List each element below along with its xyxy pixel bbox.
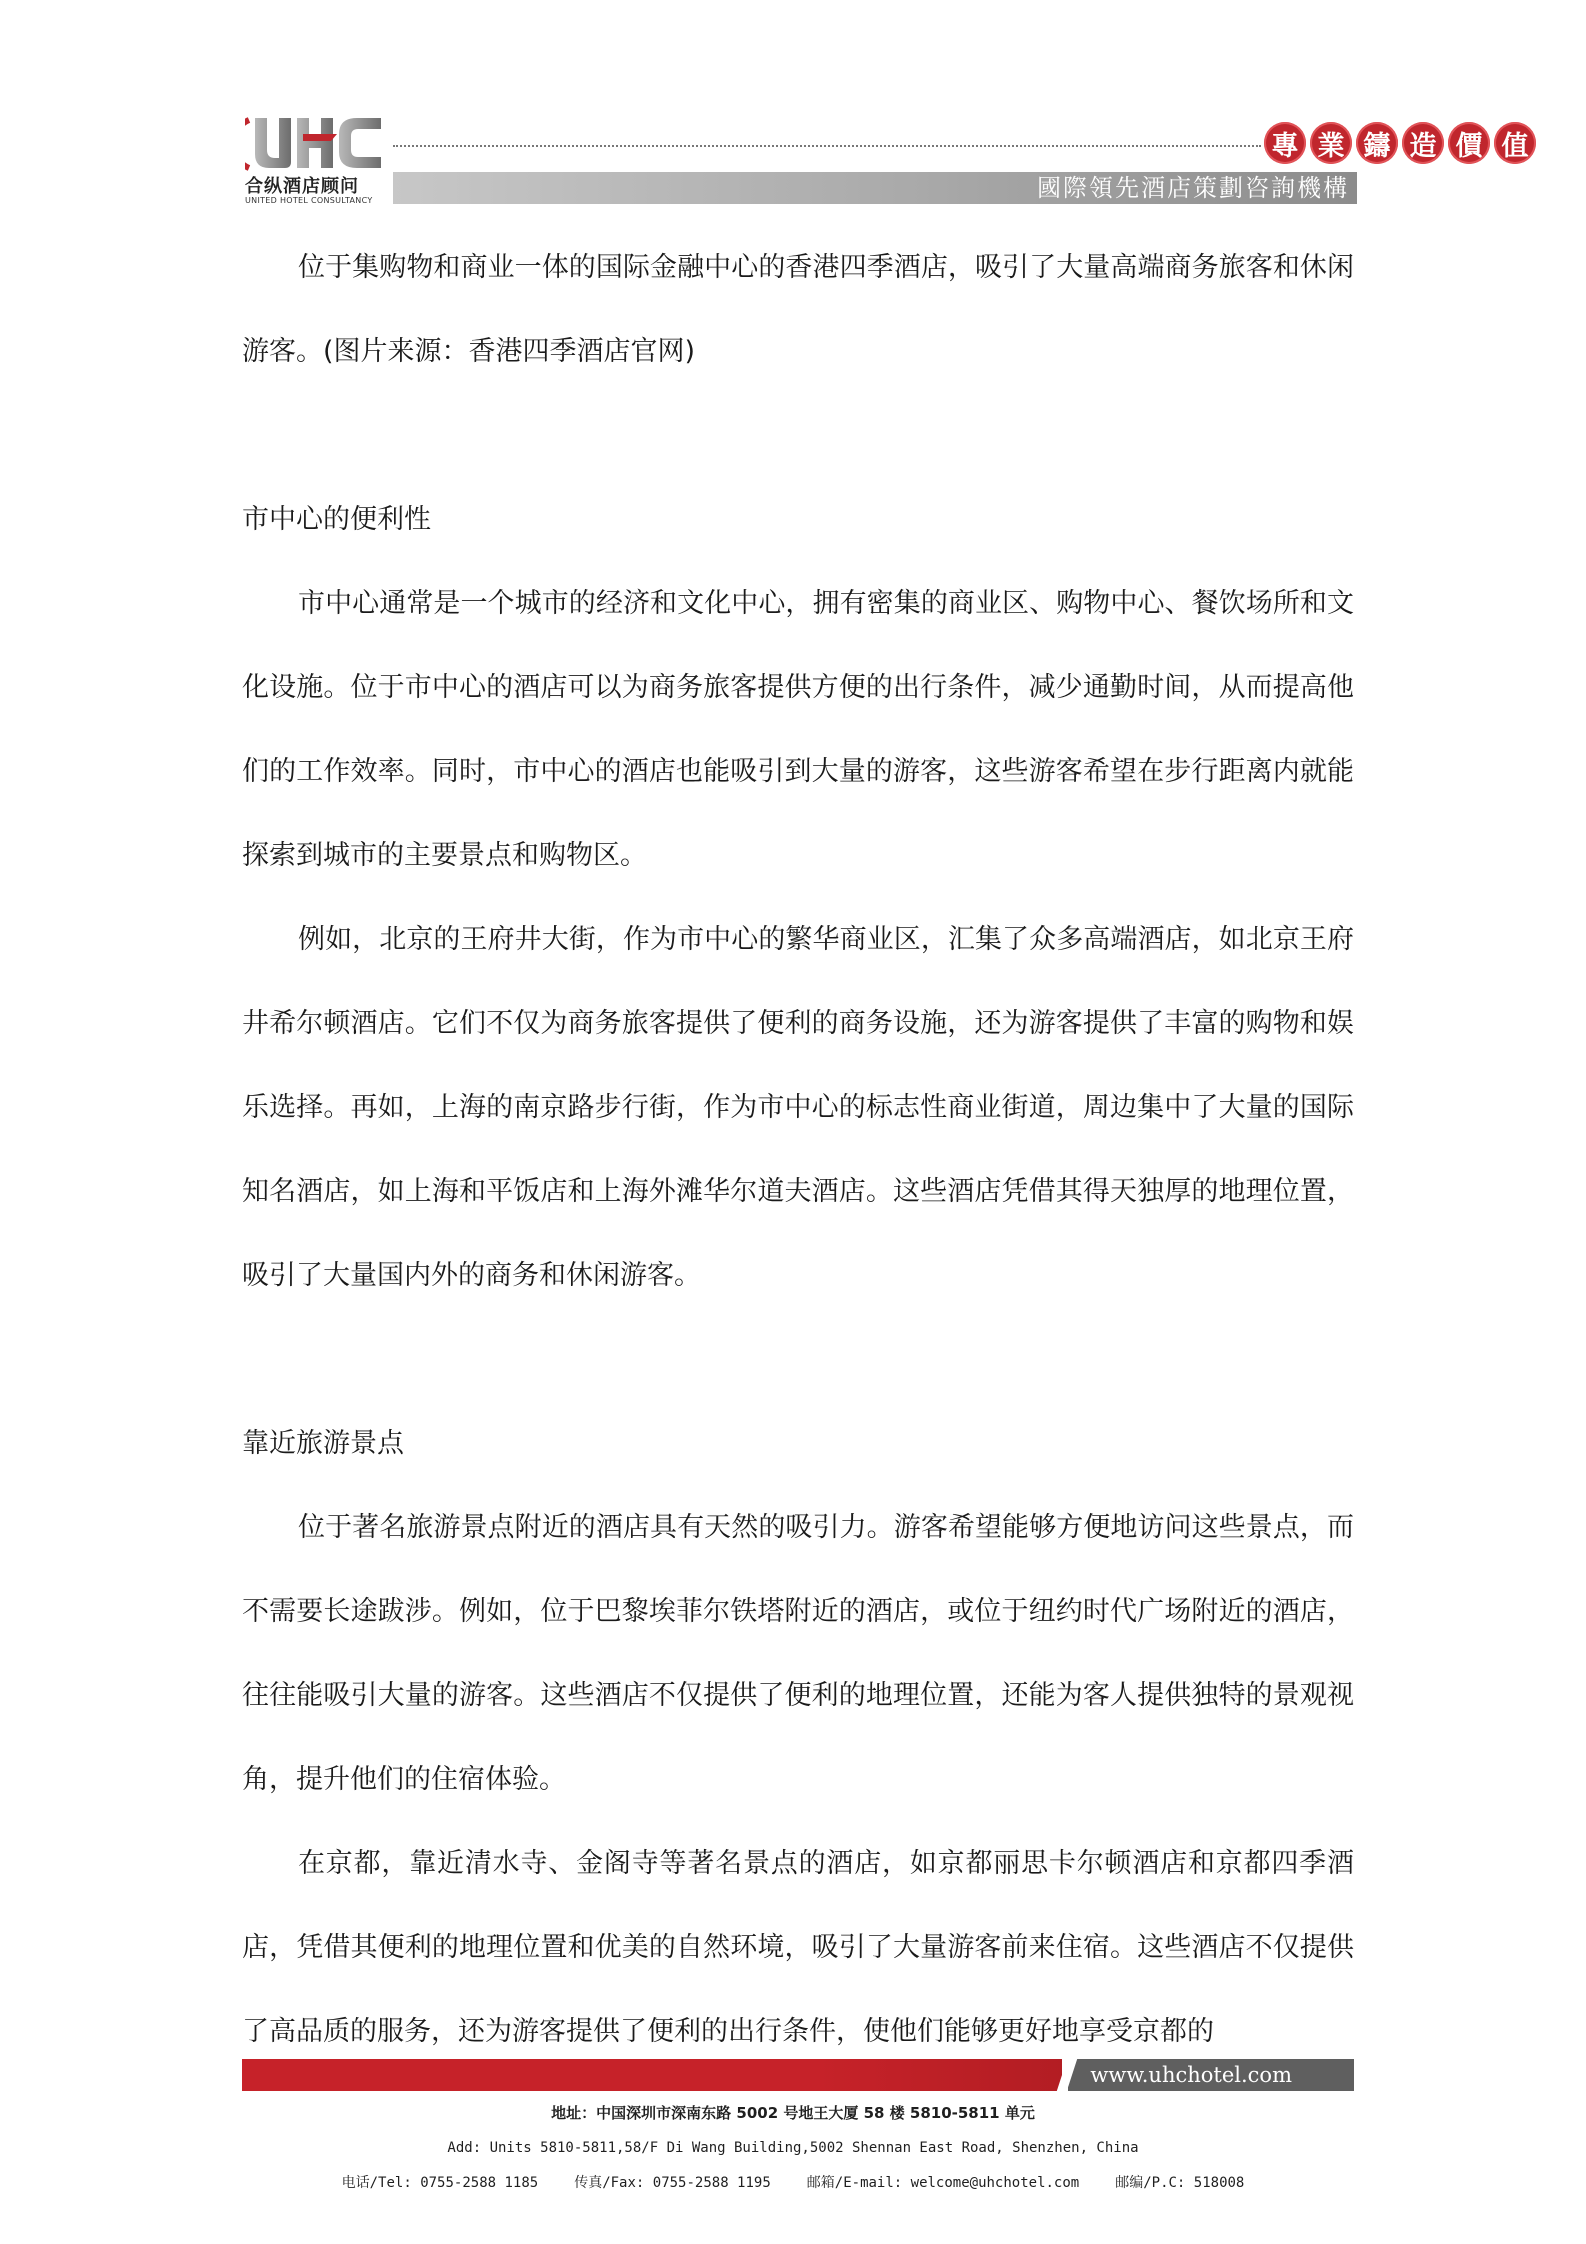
page-header bbox=[245, 112, 1529, 208]
footer-tel: 电话/Tel: 0755-2588 1185 bbox=[341, 2175, 539, 2191]
footer-contact-row bbox=[0, 2166, 1586, 2201]
spacer bbox=[242, 1318, 1354, 1402]
header-bar bbox=[393, 172, 1357, 204]
section-heading: 市中心的便利性 bbox=[242, 504, 431, 535]
footer-address-cn: 地址：中国深圳市深南东路 5002 号地王大厦 58 楼 5810-5811 单元 bbox=[551, 2104, 1035, 2122]
motto-char: 專 bbox=[1264, 122, 1306, 164]
paragraph: 在京都，靠近清水寺、金阁寺等著名景点的酒店，如京都丽思卡尔顿酒店和京都四季酒店，凭借其便利的地理位置和优美的自然环境，吸引了大量游客前来住宿。这些酒店不仅提供了高品质的服务，还为游客提供了便利的出行条件，使他们能够更好地享受京都的 bbox=[242, 1848, 1354, 2047]
footer-website-link[interactable]: www.uhchotel.com bbox=[1090, 2063, 1292, 2087]
uhc-logo bbox=[245, 112, 385, 208]
footer-address-en: Add: Units 5810-5811,58/F Di Wang Building,5002 Shennan East Road, Shenzhen, China bbox=[447, 2140, 1139, 2156]
uhc-logo-mark bbox=[245, 112, 385, 172]
header-tagline: 國際領先酒店策劃咨詢機構 bbox=[1037, 174, 1349, 202]
logo-chinese-name: 合纵酒店顾问 bbox=[245, 176, 359, 197]
header-motto bbox=[1264, 122, 1536, 168]
footer-red-band bbox=[242, 2059, 1062, 2091]
image-caption: 位于集购物和商业一体的国际金融中心的香港四季酒店，吸引了大量高端商务旅客和休闲游客。(图片来源：香港四季酒店官网) bbox=[242, 252, 1354, 367]
header-dotted-rule bbox=[393, 145, 1261, 147]
paragraph: 例如，北京的王府井大街，作为市中心的繁华商业区，汇集了众多高端酒店，如北京王府井希尔顿酒店。它们不仅为商务旅客提供了便利的商务设施，还为游客提供了丰富的购物和娱乐选择。再如，上海的南京路步行街，作为市中心的标志性商业街道，周边集中了大量的国际知名酒店，如上海和平饭店和上海外滩华尔道夫酒店。这些酒店凭借其得天独厚的地理位置，吸引了大量国内外的商务和休闲游客。 bbox=[242, 924, 1354, 1291]
motto-char: 值 bbox=[1494, 122, 1536, 164]
motto-char: 業 bbox=[1310, 122, 1352, 164]
section-heading: 靠近旅游景点 bbox=[242, 1428, 404, 1459]
logo-english-name: UNITED HOTEL CONSULTANCY bbox=[245, 196, 373, 205]
document-body bbox=[242, 226, 1354, 2074]
footer-bar bbox=[242, 2059, 1354, 2091]
spacer bbox=[242, 394, 1354, 478]
footer-fax: 传真/Fax: 0755-2588 1195 bbox=[574, 2175, 771, 2191]
paragraph: 位于著名旅游景点附近的酒店具有天然的吸引力。游客希望能够方便地访问这些景点，而不需要长途跋涉。例如，位于巴黎埃菲尔铁塔附近的酒店，或位于纽约时代广场附近的酒店，往往能吸引大量的游客。这些酒店不仅提供了便利的地理位置，还能为客人提供独特的景观视角，提升他们的住宿体验。 bbox=[242, 1512, 1354, 1795]
motto-char: 造 bbox=[1402, 122, 1444, 164]
motto-char: 鑄 bbox=[1356, 122, 1398, 164]
footer-postcode: 邮编/P.C: 518008 bbox=[1115, 2175, 1245, 2191]
paragraph: 市中心通常是一个城市的经济和文化中心，拥有密集的商业区、购物中心、餐饮场所和文化设施。位于市中心的酒店可以为商务旅客提供方便的出行条件，减少通勤时间，从而提高他们的工作效率。同时，市中心的酒店也能吸引到大量的游客，这些游客希望在步行距离内就能探索到城市的主要景点和购物区。 bbox=[242, 588, 1354, 871]
motto-char: 價 bbox=[1448, 122, 1490, 164]
footer-email[interactable]: 邮箱/E-mail: welcome@uhchotel.com bbox=[806, 2175, 1080, 2191]
footer-contact bbox=[0, 2096, 1586, 2201]
